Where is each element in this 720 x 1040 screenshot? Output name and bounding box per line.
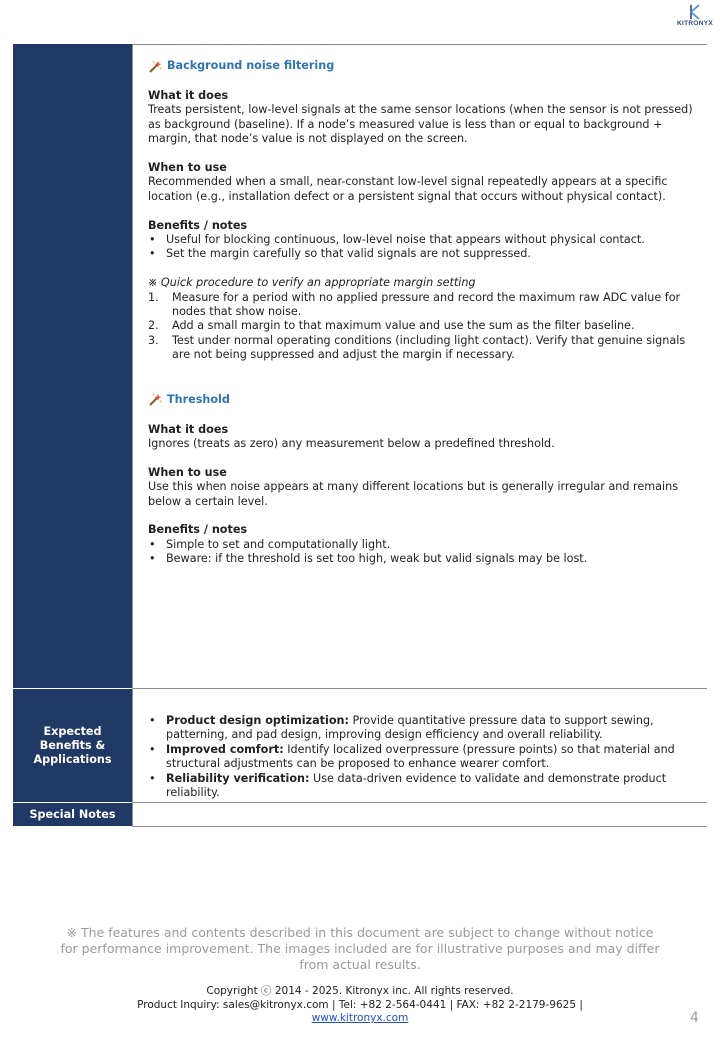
list-item [148,714,704,743]
disclaimer-note: ※ The features and contents described in this document are subject to change without notice for performance improvement. The images included are for illustrative purposes and may differ from actual results. [60,925,660,972]
section-title-threshold [148,393,704,408]
procedure-list [148,291,704,363]
website-link[interactable]: www.kitronyx.com [311,1012,409,1024]
inquiry-text: Product Inquiry: sales@kitronyx.com | Tel: +82 2-564-0441 | FAX: +82 2-2179-9625 | [137,998,583,1011]
table-divider-vertical [132,44,133,826]
list-item [148,334,704,363]
section-title-noise-filtering [148,59,704,74]
section-title-text: Background noise filtering [167,59,335,73]
page-number: 4 [690,1010,699,1026]
benefits-list [148,233,704,262]
procedure-title: ※ Quick procedure to verify an appropriate margin setting [148,276,476,290]
what-label: What it does [148,422,229,436]
step-text: Measure for a period with no applied pressure and record the maximum raw ADC value for nodes that show noise. [172,290,681,319]
list-item: • Simple to set and computationally light. [148,538,704,552]
logo-wordmark: KITRONYX [677,20,713,27]
benefits-label: Benefits / notes [148,218,248,232]
item-heading: Improved comfort: [166,742,284,756]
item-text: Identify localized overpressure (pressure points) so that material and structural adjustments can be proposed to enhance wearer comfort. [166,742,675,771]
section-title-text: Threshold [167,392,230,406]
when-label: When to use [148,465,227,479]
table-bottom-border [132,826,707,827]
magic-wand-icon [148,393,162,407]
benefits-list [148,538,704,567]
step-text: Test under normal operating conditions (including light contact). Verify that genuine signals are not being suppressed and adjust the margin if necessary. [172,333,686,362]
expected-benefits-label: Expected Benefits & Applications [33,724,112,766]
list-item [148,319,704,333]
step-text: Add a small margin to that maximum value and use the sum as the filter baseline. [172,319,635,333]
list-item [148,772,704,801]
magic-wand-icon [148,60,162,74]
list-item: • Beware: if the threshold is set too high, weak but valid signals may be lost. [148,552,704,566]
when-label: When to use [148,161,227,175]
copyright-block [60,985,660,1026]
copyright-text: Copyright ⓒ 2014 - 2025. Kitronyx inc. All rights reserved. [206,985,514,997]
benefits-label: Benefits / notes [148,523,248,537]
step-number: 2. [148,319,159,333]
special-notes-label: Special Notes [29,807,116,821]
item-heading: Product design optimization: [166,714,349,727]
what-label: What it does [148,89,229,102]
what-text: Ignores (treats as zero) any measurement below a predefined threshold. [148,437,555,451]
sidebar-cell-special-notes [13,803,132,826]
step-number: 1. [148,290,159,304]
expected-benefits-content [148,714,704,800]
main-content [148,59,704,567]
what-text: Treats persistent, low-level signals at the same sensor locations (when the sensor is not pressed) as background (baseline). If a node’s measured value is less than or equal to background + margin, that node’s value is not displayed on the screen. [148,103,693,146]
when-text: Recommended when a small, near-constant low-level signal repeatedly appears at a specific location (e.g., installation defect or a persistent signal that occurs without physical contact). [148,175,668,203]
item-text: Provide quantitative pressure data to support sewing, patterning, and pad design, improving design efficiency and overall reliability. [166,714,654,742]
item-heading: Reliability verification: [166,771,310,785]
row-border-2 [132,802,707,803]
list-item [148,743,704,772]
sidebar-cell-main [13,44,132,688]
list-item: • Set the margin carefully so that valid signals are not suppressed. [148,247,704,261]
kitronyx-logo-icon [687,4,703,20]
sidebar-cell-expected [13,689,132,802]
step-number: 3. [148,333,159,347]
expected-benefits-list [148,714,704,800]
list-item: • Useful for blocking continuous, low-level noise that appears without physical contact. [148,233,704,247]
when-text: Use this when noise appears at many different locations but is generally irregular and remains below a certain level. [148,480,679,508]
row-border-1 [132,688,707,689]
list-item [148,291,704,320]
item-text: Use data-driven evidence to validate and demonstrate product reliability. [166,771,667,800]
company-logo [674,4,716,28]
